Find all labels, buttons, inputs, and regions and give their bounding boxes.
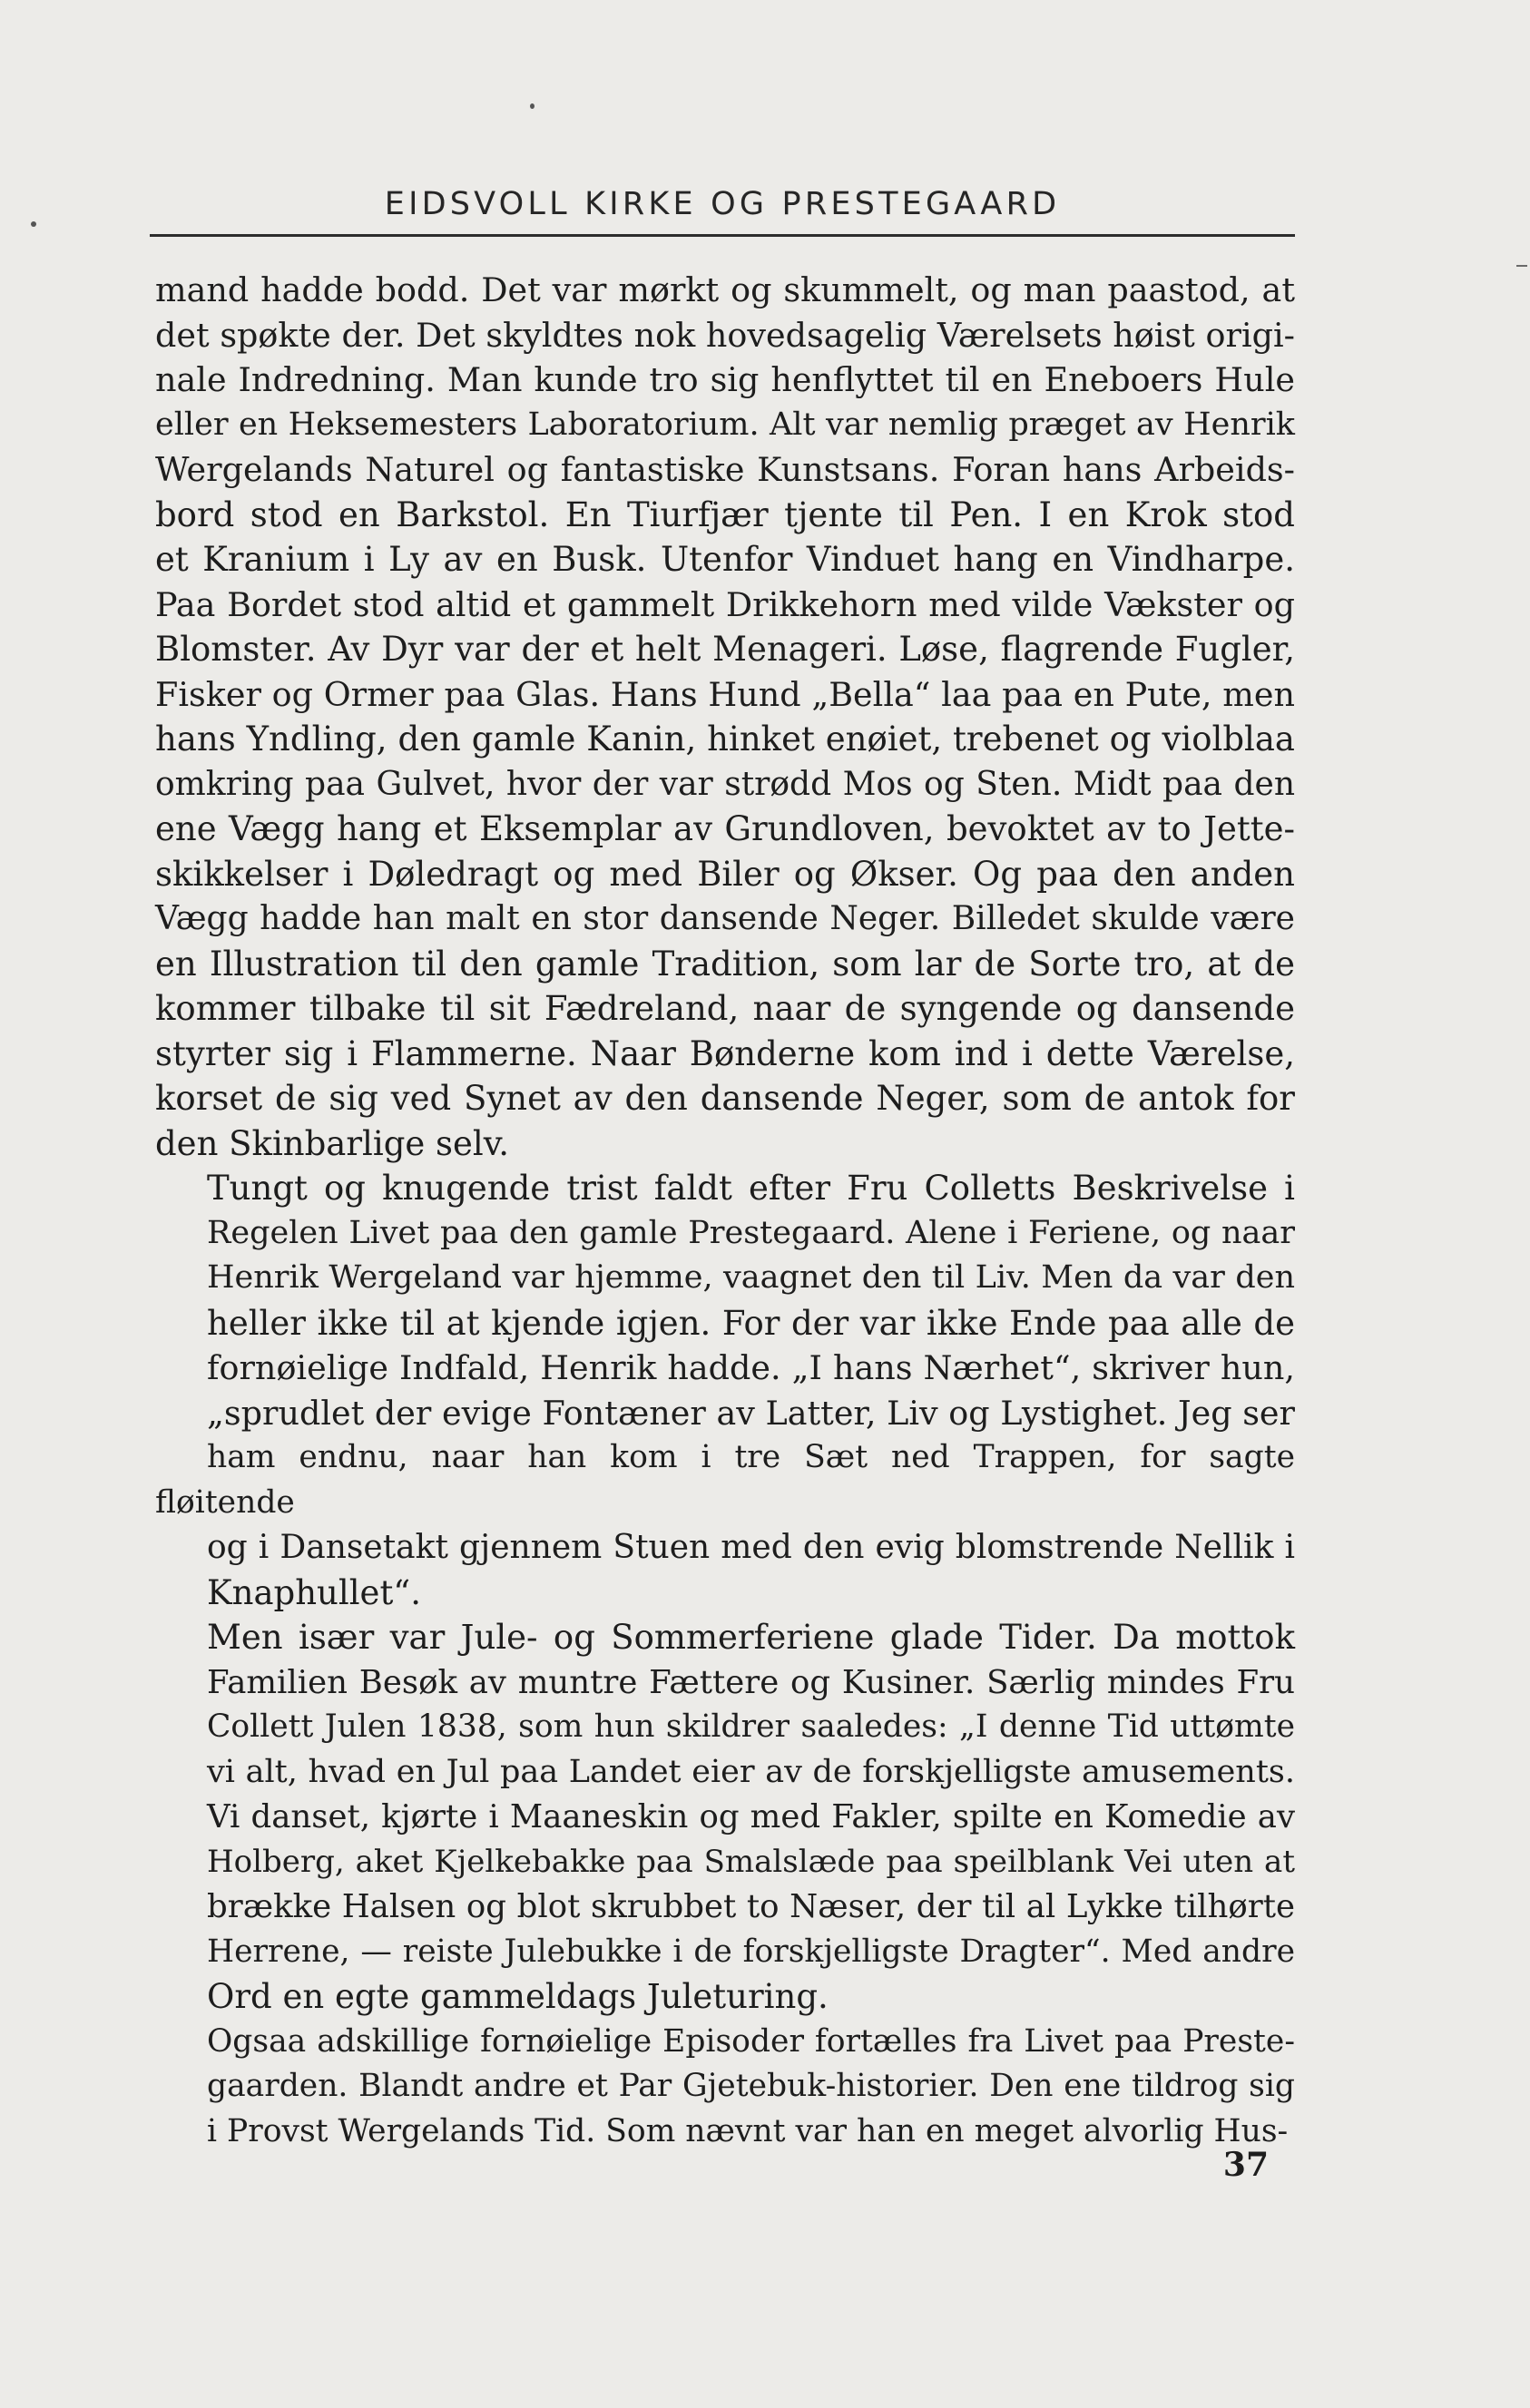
paragraph xyxy=(155,1166,1295,1615)
paper-speck xyxy=(530,103,535,109)
text-line: et Kranium i Ly av en Busk. Utenfor Vinduet hang en Vindharpe. xyxy=(155,540,1295,579)
text-line: omkring paa Gulvet, hvor der var strødd Mos og Sten. Midt paa den xyxy=(155,765,1295,803)
page-edge-mark xyxy=(1516,265,1527,267)
text-line: Vægg hadde han malt en stor dansende Neger. Billedet skulde være xyxy=(155,900,1295,937)
running-header: EIDSVOLL KIRKE OG PRESTEGAARD xyxy=(384,186,1061,222)
text-line: Tungt og knugende trist faldt efter Fru Colletts Beskrivelse i xyxy=(207,1169,1295,1208)
header-rule xyxy=(150,234,1295,237)
text-line: og i Dansetakt gjennem Stuen med den evig blomstrende Nellik i xyxy=(207,1529,1295,1566)
text-line: nale Indredning. Man kunde tro sig henflyttet til en Eneboers Hule xyxy=(155,360,1295,399)
text-line: bord stod en Barkstol. En Tiurfjær tjente til Pen. I en Krok stod xyxy=(155,494,1295,534)
text-line: Ogsaa adskillige fornøielige Episoder fortælles fra Livet paa Preste- xyxy=(207,2022,1295,2060)
text-line: korset de sig ved Synet av den dansende Neger, som de antok for xyxy=(155,1079,1295,1118)
paragraph xyxy=(155,2020,1295,2155)
text-line: en Illustration til den gamle Tradition, som lar de Sorte tro, at de xyxy=(155,944,1295,984)
text-line: Wergelands Naturel og fantastiske Kunstsans. Foran hans Arbeids- xyxy=(155,450,1295,489)
paragraph xyxy=(155,268,1295,1166)
text-line: Vi danset, kjørte i Maaneskin og med Fakler, spilte en Komedie av xyxy=(207,1798,1295,1835)
text-line: styrter sig i Flammerne. Naar Bønderne kom ind i dette Værelse, xyxy=(155,1033,1295,1073)
text-line: vi alt, hvad en Jul paa Landet eier av de forskjelligste amusements. xyxy=(207,1753,1295,1790)
text-line: Knaphullet“. xyxy=(207,1572,421,1612)
text-line: gaarden. Blandt andre et Par Gjetebuk-historier. Den ene tildrog sig xyxy=(207,2068,1295,2104)
text-line: Paa Bordet stod altid et gammelt Drikkehorn med vilde Vækster og xyxy=(155,584,1295,624)
text-line: ham endnu, naar han kom i tre Sæt ned Trappen, for sagte fløitende xyxy=(155,1439,1295,1521)
text-line: Regelen Livet paa den gamle Prestegaard. Alene i Feriene, og naar xyxy=(207,1214,1295,1251)
text-line: Henrik Wergeland var hjemme, vaagnet den til Liv. Men da var den xyxy=(207,1259,1295,1296)
page-number: 37 xyxy=(1222,2146,1269,2184)
text-line: hans Yndling, den gamle Kanin, hinket enøiet, trebenet og violblaa xyxy=(155,719,1295,759)
text-line: Blomster. Av Dyr var der et helt Menageri. Løse, flagrende Fugler, xyxy=(155,630,1295,669)
text-line: Ord en egte gammeldags Juleturing. xyxy=(207,1977,829,2016)
text-line: Collett Julen 1838, som hun skildrer saaledes: „I denne Tid uttømte xyxy=(207,1708,1295,1745)
body-text xyxy=(155,268,1295,2154)
text-line: den Skinbarlige selv. xyxy=(155,1123,510,1163)
text-line: Familien Besøk av muntre Fættere og Kusiner. Særlig mindes Fru xyxy=(207,1663,1295,1701)
text-line: ene Vægg hang et Eksemplar av Grundloven, bevoktet av to Jette- xyxy=(155,809,1295,848)
text-line: mand hadde bodd. Det var mørkt og skummelt, og man paastod, at xyxy=(155,270,1295,309)
text-line: i Provst Wergelands Tid. Som nævnt var han en meget alvorlig Hus- xyxy=(207,2112,1289,2149)
paper-speck xyxy=(31,221,36,227)
text-line: det spøkte der. Det skyldtes nok hovedsagelig Værelsets høist origi- xyxy=(155,315,1295,355)
text-line: Men især var Jule- og Sommerferiene glade Tider. Da mottok xyxy=(207,1618,1295,1657)
text-line: skikkelser i Døledragt og med Biler og Økser. Og paa den anden xyxy=(155,854,1295,894)
paragraph xyxy=(155,1615,1295,2020)
text-line: eller en Heksemesters Laboratorium. Alt var nemlig præget av Henrik xyxy=(155,406,1295,443)
text-line: kommer tilbake til sit Fædreland, naar de syngende og dansende xyxy=(155,989,1295,1028)
text-line: Fisker og Ormer paa Glas. Hans Hund „Bella“ laa paa en Pute, men xyxy=(155,674,1295,714)
text-line: fornøielige Indfald, Henrik hadde. „I hans Nærhet“, skriver hun, xyxy=(207,1348,1295,1387)
text-line: „sprudlet der evige Fontæner av Latter, Liv og Lystighet. Jeg ser xyxy=(207,1393,1295,1433)
text-line: brække Halsen og blot skrubbet to Næser, der til al Lykke tilhørte xyxy=(207,1888,1295,1925)
text-line: heller ikke til at kjende igjen. For der var ikke Ende paa alle de xyxy=(207,1303,1295,1343)
text-line: Herrene, — reiste Julebukke i de forskjelligste Dragter“. Med andre xyxy=(207,1933,1295,1970)
text-line: Holberg, aket Kjelkebakke paa Smalslæde paa speilblank Vei uten at xyxy=(207,1843,1295,1880)
